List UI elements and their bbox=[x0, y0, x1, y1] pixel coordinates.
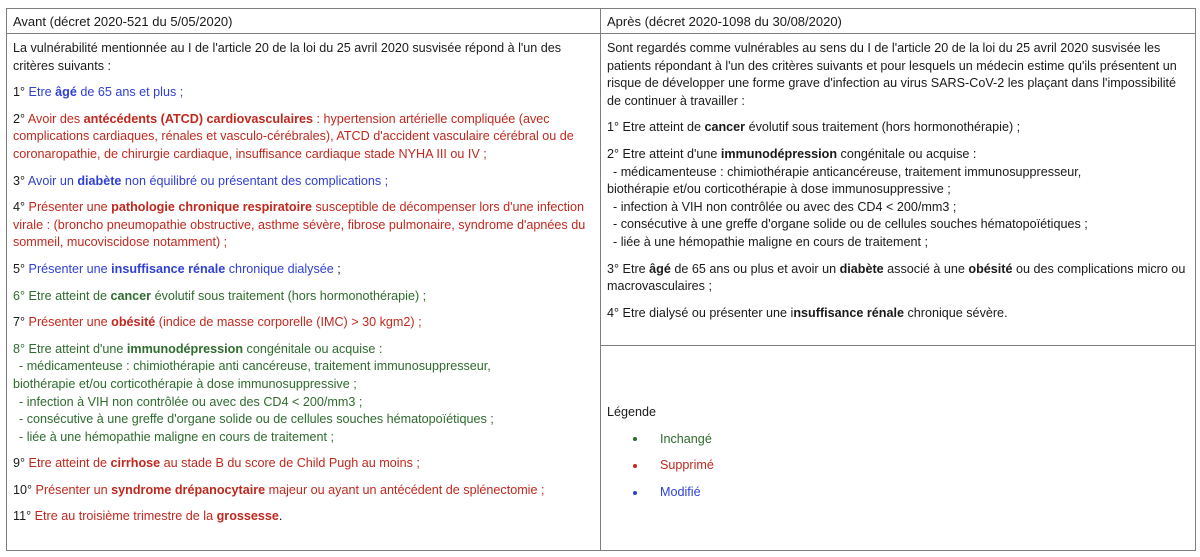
legend-item-unchanged: Inchangé bbox=[633, 431, 1189, 449]
after-criteria-cell bbox=[601, 34, 1196, 346]
legend-cell bbox=[601, 346, 1196, 551]
bullet-icon bbox=[633, 437, 637, 441]
after-criterion-3: 3° Etre âgé de 65 ans ou plus et avoir un diabète associé à une obésité ou des complications micro ou macrovasculaires ; bbox=[607, 261, 1186, 294]
header-before: Avant (décret 2020-521 du 5/05/2020) bbox=[7, 9, 601, 34]
before-criterion-8: 8° Etre atteint d'une immunodépression congénitale ou acquise : - médicamenteuse : chimiothérapie anti cancéreuse, traitement immunosuppresseur, biothérapie et/ou corticothérapie à dose immunosuppressive ; - infection à VIH non contrôlée ou avec des CD4 < 200/mm3 ; - consécutive à une greffe d'organe solide ou de cellules souches hématopoïétiques ; - liée à une hémopathie maligne en cours de traitement ; bbox=[13, 341, 494, 444]
comparison-table bbox=[6, 8, 1196, 551]
before-criteria-cell bbox=[7, 34, 601, 551]
before-criterion-3: 3° Avoir un diabète non équilibré ou présentant des complications ; bbox=[13, 173, 389, 188]
after-criterion-1: 1° Etre atteint de cancer évolutif sous traitement (hors hormonothérapie) ; bbox=[607, 120, 1021, 135]
header-after: Après (décret 2020-1098 du 30/08/2020) bbox=[601, 9, 1196, 34]
before-criterion-1: 1° Etre âgé de 65 ans et plus ; bbox=[13, 85, 184, 100]
legend-item-modified: Modifié bbox=[633, 484, 1189, 502]
before-criterion-4: 4° Présenter une pathologie chronique respiratoire susceptible de décompenser lors d'une infection virale : (broncho pneumopathie obstructive, asthme sévère, fibrose pulmonaire, syndrome d'apnées du sommeil, mucoviscidose notamment) ; bbox=[13, 200, 586, 250]
after-intro: Sont regardés comme vulnérables au sens du I de l'article 20 de la loi du 25 avril 2020 susvisée les patients répondant à l'un des critères suivants et pour lesquels un médecin estime qu'ils présentent un risque de développer une forme grave d'infection au virus SARS-CoV-2 les plaçant dans l'impossibilité de continuer à travailler : bbox=[607, 41, 1177, 108]
legend-list bbox=[607, 431, 1189, 502]
before-criterion-2: 2° Avoir des antécédents (ATCD) cardiovasculaires : hypertension artérielle compliquée (avec complications cardiaques, rénales et vasculo-cérébrales), ATCD d'accident vasculaire cérébral ou de coronaropathie, de chirurgie cardiaque, insuffisance cardiaque stade NYHA III ou IV ; bbox=[13, 111, 574, 161]
after-criterion-4: 4° Etre dialysé ou présenter une insuffisance rénale chronique sévère. bbox=[607, 305, 1008, 320]
before-criterion-10: 10° Présenter un syndrome drépanocytaire majeur ou ayant un antécédent de splénectomie ; bbox=[13, 482, 545, 497]
legend-item-removed: Supprimé bbox=[633, 457, 1189, 475]
before-criterion-6: 6° Etre atteint de cancer évolutif sous traitement (hors hormonothérapie) ; bbox=[13, 288, 427, 303]
before-intro: La vulnérabilité mentionnée au I de l'article 20 de la loi du 25 avril 2020 susvisée répond à l'un des critères suivants : bbox=[13, 41, 562, 73]
before-criterion-7: 7° Présenter une obésité (indice de masse corporelle (IMC) > 30 kgm2) ; bbox=[13, 315, 422, 330]
before-criterion-11: 11° Etre au troisième trimestre de la grossesse. bbox=[13, 509, 283, 524]
legend-title: Légende bbox=[607, 405, 657, 419]
before-criterion-5: 5° Présenter une insuffisance rénale chronique dialysée ; bbox=[13, 261, 341, 276]
bullet-icon bbox=[633, 491, 637, 495]
before-criterion-9: 9° Etre atteint de cirrhose au stade B du score de Child Pugh au moins ; bbox=[13, 456, 420, 471]
after-criterion-2: 2° Etre atteint d'une immunodépression congénitale ou acquise : - médicamenteuse : chimiothérapie anticancéreuse, traitement immunosuppresseur, biothérapie et/ou corticothérapie à dose immunosuppressive ; - infection à VIH non contrôlée ou avec des CD4 < 200/mm3 ; - consécutive à une greffe d'organe solide ou de cellules souches hématopoïétiques ; - liée à une hémopathie maligne en cours de traitement ; bbox=[607, 146, 1088, 249]
bullet-icon bbox=[633, 464, 637, 468]
